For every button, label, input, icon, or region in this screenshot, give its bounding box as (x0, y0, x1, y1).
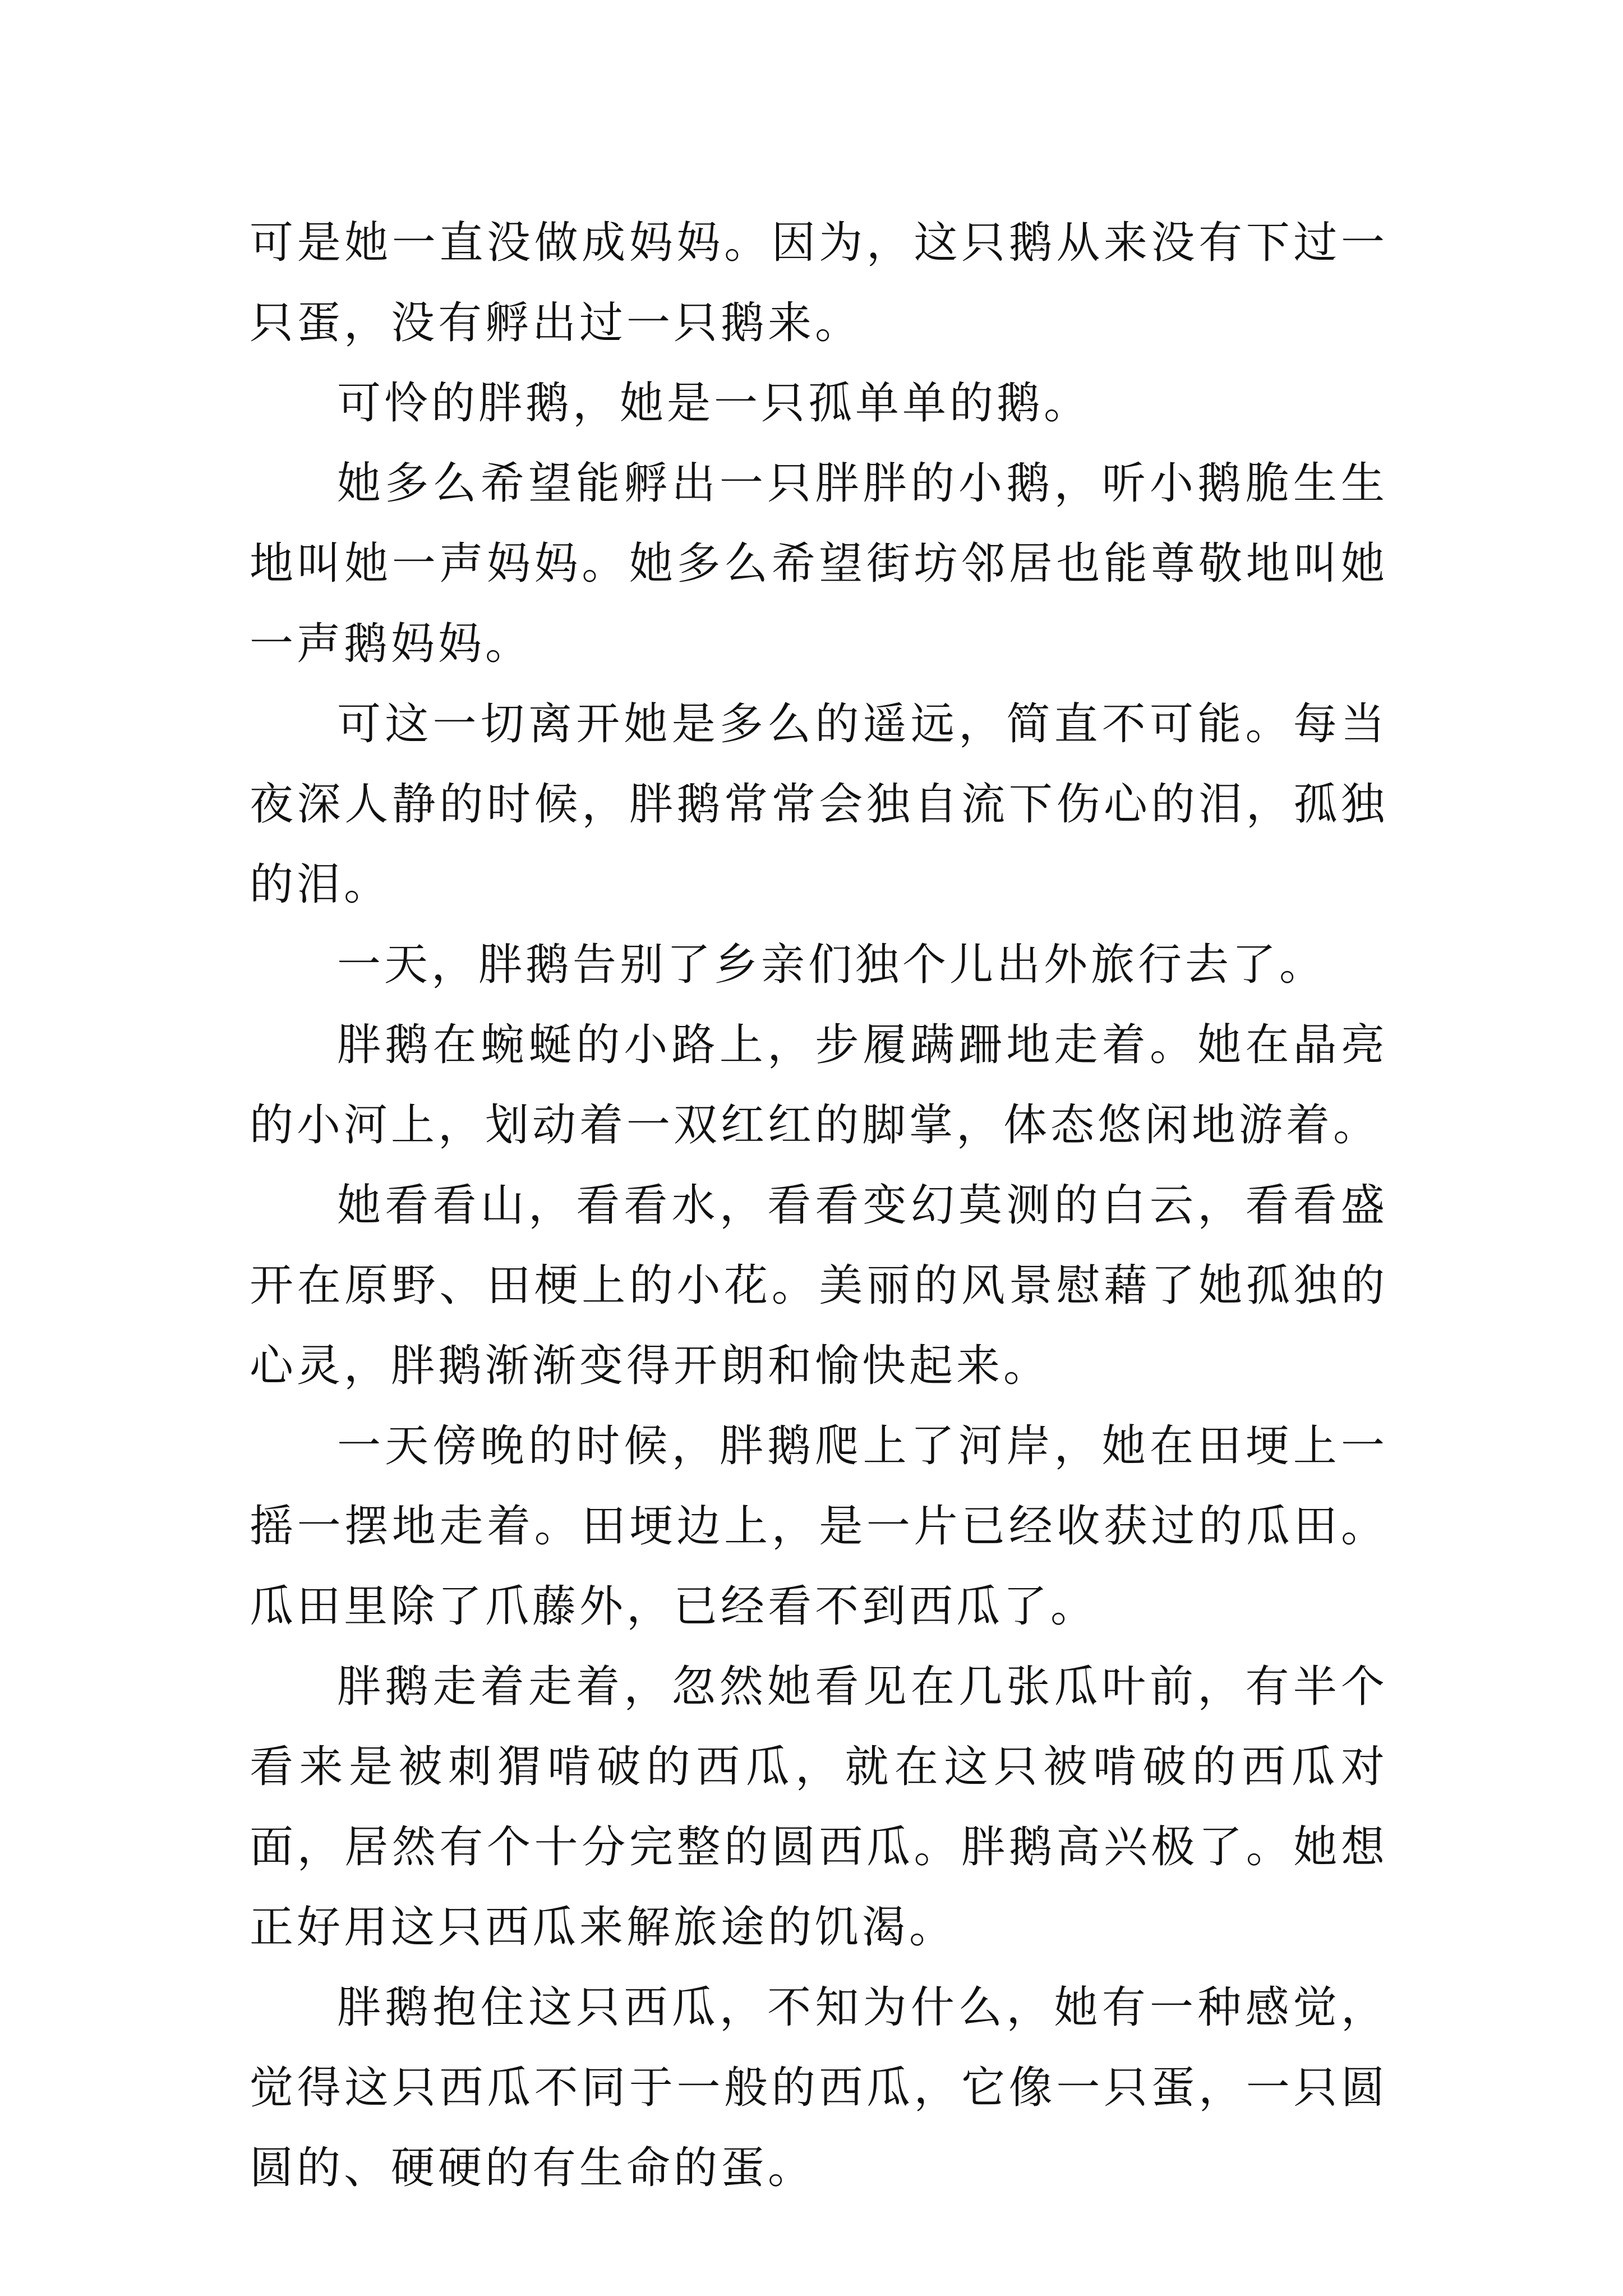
paragraph-4: 可这一切离开她是多么的遥远，简直不可能。每当夜深人静的时候，胖鹅常常会独自流下伤心的泪，孤独的泪。 (250, 699, 1388, 910)
paragraph-8: 一天傍晚的时候，胖鹅爬上了河岸，她在田埂上一摇一摆地走着。田埂边上，是一片已经收获过的瓜田。瓜田里除了爪藤外，已经看不到西瓜了。 (250, 1421, 1388, 1632)
paragraph-6: 胖鹅在蜿蜒的小路上，步履蹒跚地走着。她在晶亮的小河上，划动着一双红红的脚掌，体态悠闲地游着。 (250, 1020, 1388, 1151)
paragraph-7: 她看看山，看看水，看看变幻莫测的白云，看看盛开在原野、田梗上的小花。美丽的风景慰藉了她孤独的心灵，胖鹅渐渐变得开朗和愉快起来。 (250, 1180, 1388, 1391)
paragraph-9: 胖鹅走着走着，忽然她看见在几张瓜叶前，有半个看来是被刺猬啃破的西瓜，就在这只被啃破的西瓜对面，居然有个十分完整的圆西瓜。胖鹅高兴极了。她想正好用这只西瓜来解旅途的饥渴。 (250, 1662, 1388, 1953)
paragraph-5: 一天，胖鹅告别了乡亲们独个儿出外旅行去了。 (337, 940, 1327, 990)
paragraph-2: 可怜的胖鹅，她是一只孤单单的鹅。 (337, 378, 1091, 429)
paragraph-3: 她多么希望能孵出一只胖胖的小鹅，听小鹅脆生生地叫她一声妈妈。她多么希望街坊邻居也能尊敬地叫她一声鹅妈妈。 (250, 458, 1388, 669)
paragraph-1: 可是她一直没做成妈妈。因为，这只鹅从来没有下过一只蛋，没有孵出过一只鹅来。 (250, 218, 1388, 348)
paragraph-10: 胖鹅抱住这只西瓜，不知为什么，她有一种感觉，觉得这只西瓜不同于一般的西瓜，它像一只蛋，一只圆圆的、硬硬的有生命的蛋。 (250, 1982, 1388, 2193)
document-body (250, 203, 1388, 2208)
